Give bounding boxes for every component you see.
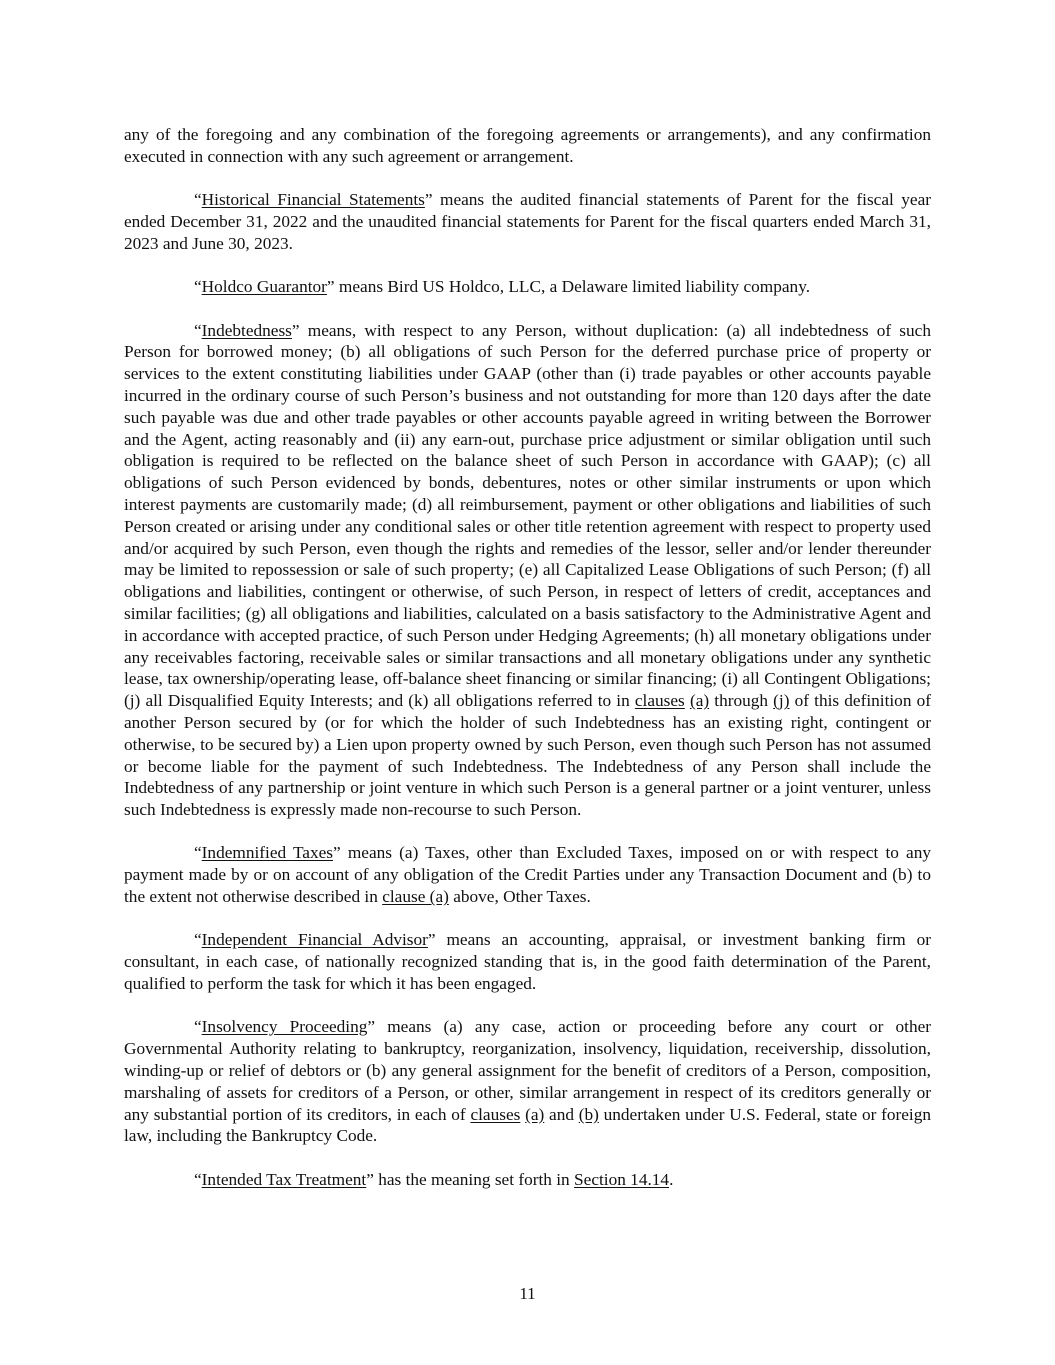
definition-independent-financial-advisor: [124, 929, 931, 994]
definition-text: ” has the meaning set forth in: [366, 1169, 575, 1189]
definition-indebtedness: [124, 320, 931, 821]
open-quote: “: [194, 190, 202, 210]
open-quote: “: [194, 843, 202, 863]
defined-term: Insolvency Proceeding: [201, 1017, 368, 1037]
definition-indemnified-taxes: [124, 842, 931, 907]
defined-term: Indemnified Taxes: [201, 843, 334, 863]
definition-text: undertaken under U.S. Federal, state or foreign law, including the Bankruptcy Code.: [124, 1104, 932, 1146]
definition-holdco-guarantor: [124, 276, 931, 298]
cross-reference: (b): [578, 1104, 599, 1124]
paragraph-continuation: [124, 124, 931, 168]
open-quote: “: [194, 320, 202, 340]
defined-term: Intended Tax Treatment: [201, 1169, 367, 1189]
cross-reference: clause (a): [382, 887, 449, 907]
cross-reference: Section 14.14: [574, 1169, 670, 1189]
open-quote: “: [194, 1169, 202, 1189]
cross-reference: clauses: [470, 1104, 521, 1124]
definition-text: and: [544, 1104, 579, 1124]
defined-term: Historical Financial Statements: [201, 190, 425, 210]
defined-term: Holdco Guarantor: [201, 277, 327, 297]
page-number: 11: [519, 1284, 536, 1303]
open-quote: “: [194, 277, 202, 297]
open-quote: “: [194, 1017, 202, 1037]
open-quote: “: [194, 930, 202, 950]
definition-text: .: [669, 1169, 674, 1189]
definition-text: through: [709, 691, 774, 711]
definition-insolvency-proceeding: [124, 1016, 931, 1147]
definition-text: ” means, with respect to any Person, without duplication: (a) all indebtedness of such Person for borrowed money; (b) all obligations of such Person for the deferred purchase price of property or services to the extent constituting liabilities under GAAP (other than (i) trade payables or other accounts payable incurred in the ordinary course of such Person’s business and not outstanding for more than 120 days after the date such payable was due and other trade payables or other accounts payable agreed in writing between the Borrower and the Agent, acting reasonably and (ii) any earn-out, purchase price adjustment or similar obligation until such obligation is required to be reflected on the balance sheet of such Person in accordance with GAAP); (c) all obligations of such Person evidenced by bonds, debentures, notes or other similar instruments or upon which interest payments are customarily made; (d) all reimbursement, payment or other obligations and liabilities of such Person created or arising under any conditional sales or other title retention agreement with respect to property used and/or acquired by such Person, even though the rights and remedies of the lessor, seller and/or lender thereunder may be limited to repossession or sale of such property; (e) all Capitalized Lease Obligations of such Person; (f) all obligations and liabilities, contingent or otherwise, of such Person, in respect of letters of credit, acceptances and similar facilities; (g) all obligations and liabilities, calculated on a basis satisfactory to the Administrative Agent and in accordance with accepted practice, of such Person under Hedging Agreements; (h) all monetary obligations under any receivables factoring, receivable sales or similar transactions and all monetary obligations under any synthetic lease, tax ownership/operating lease, off-balance sheet financing or similar financing; (i) all Contingent Obligations; (j) all Disqualified Equity Interests; and (k) all obligations referred to in: [124, 320, 931, 711]
cross-reference: clauses: [634, 691, 685, 711]
definition-text: ” means the audited financial statements of Parent for the fiscal year ended December 31, 2022 and the unaudited financial statements for Parent for the fiscal quarters ended March 31, 2023 and June 30, 2023.: [124, 190, 931, 253]
defined-term: Indebtedness: [201, 320, 292, 340]
defined-term: Independent Financial Advisor: [201, 930, 428, 950]
definition-text: of this definition of another Person secured by (or for which the holder of such Indebtedness has an existing right, contingent or otherwise, to be secured by) a Lien upon property owned by such Person, even though such Person has not assumed or become liable for the payment of such Indebtedness. The Indebtedness of any Person shall include the Indebtedness of any partnership or joint venture in which such Person is a general partner or a joint venturer, unless such Indebtedness is expressly made non-recourse to such Person.: [124, 691, 932, 820]
cross-reference: (a): [689, 691, 710, 711]
cross-reference: (a): [525, 1104, 545, 1124]
definition-text: ” means an accounting, appraisal, or investment banking firm or consultant, in each case, of nationally recognized standing that is, in the good faith determination of the Parent, qualified to perform the task for which it has been engaged.: [124, 930, 931, 994]
paragraph-text: any of the foregoing and any combination of the foregoing agreements or arrangements), and any confirmation executed in connection with any such agreement or arrangement.: [124, 125, 931, 166]
definition-text: ” means Bird US Holdco, LLC, a Delaware limited liability company.: [326, 277, 811, 297]
definition-historical-financial-statements: [124, 189, 931, 254]
definition-text: ” means (a) Taxes, other than Excluded Taxes, imposed on or with respect to any payment made by or on account of any obligation of the Credit Parties under any Transaction Document and (b) to the extent not otherwise described in: [124, 843, 931, 907]
cross-reference: (j): [773, 691, 790, 711]
definition-intended-tax-treatment: [124, 1169, 931, 1191]
document-page: [124, 124, 931, 1212]
definition-text: ” means (a) any case, action or proceeding before any court or other Governmental Authority relating to bankruptcy, reorganization, insolvency, liquidation, receivership, dissolution, winding-up or relief of debtors or (b) any general assignment for the benefit of creditors of a Person, composition, marshaling of assets for creditors of a Person, or other, similar arrangement in respect of its creditors generally or any substantial portion of its creditors, in each of: [124, 1017, 932, 1124]
definition-text: above, Other Taxes.: [448, 887, 591, 907]
